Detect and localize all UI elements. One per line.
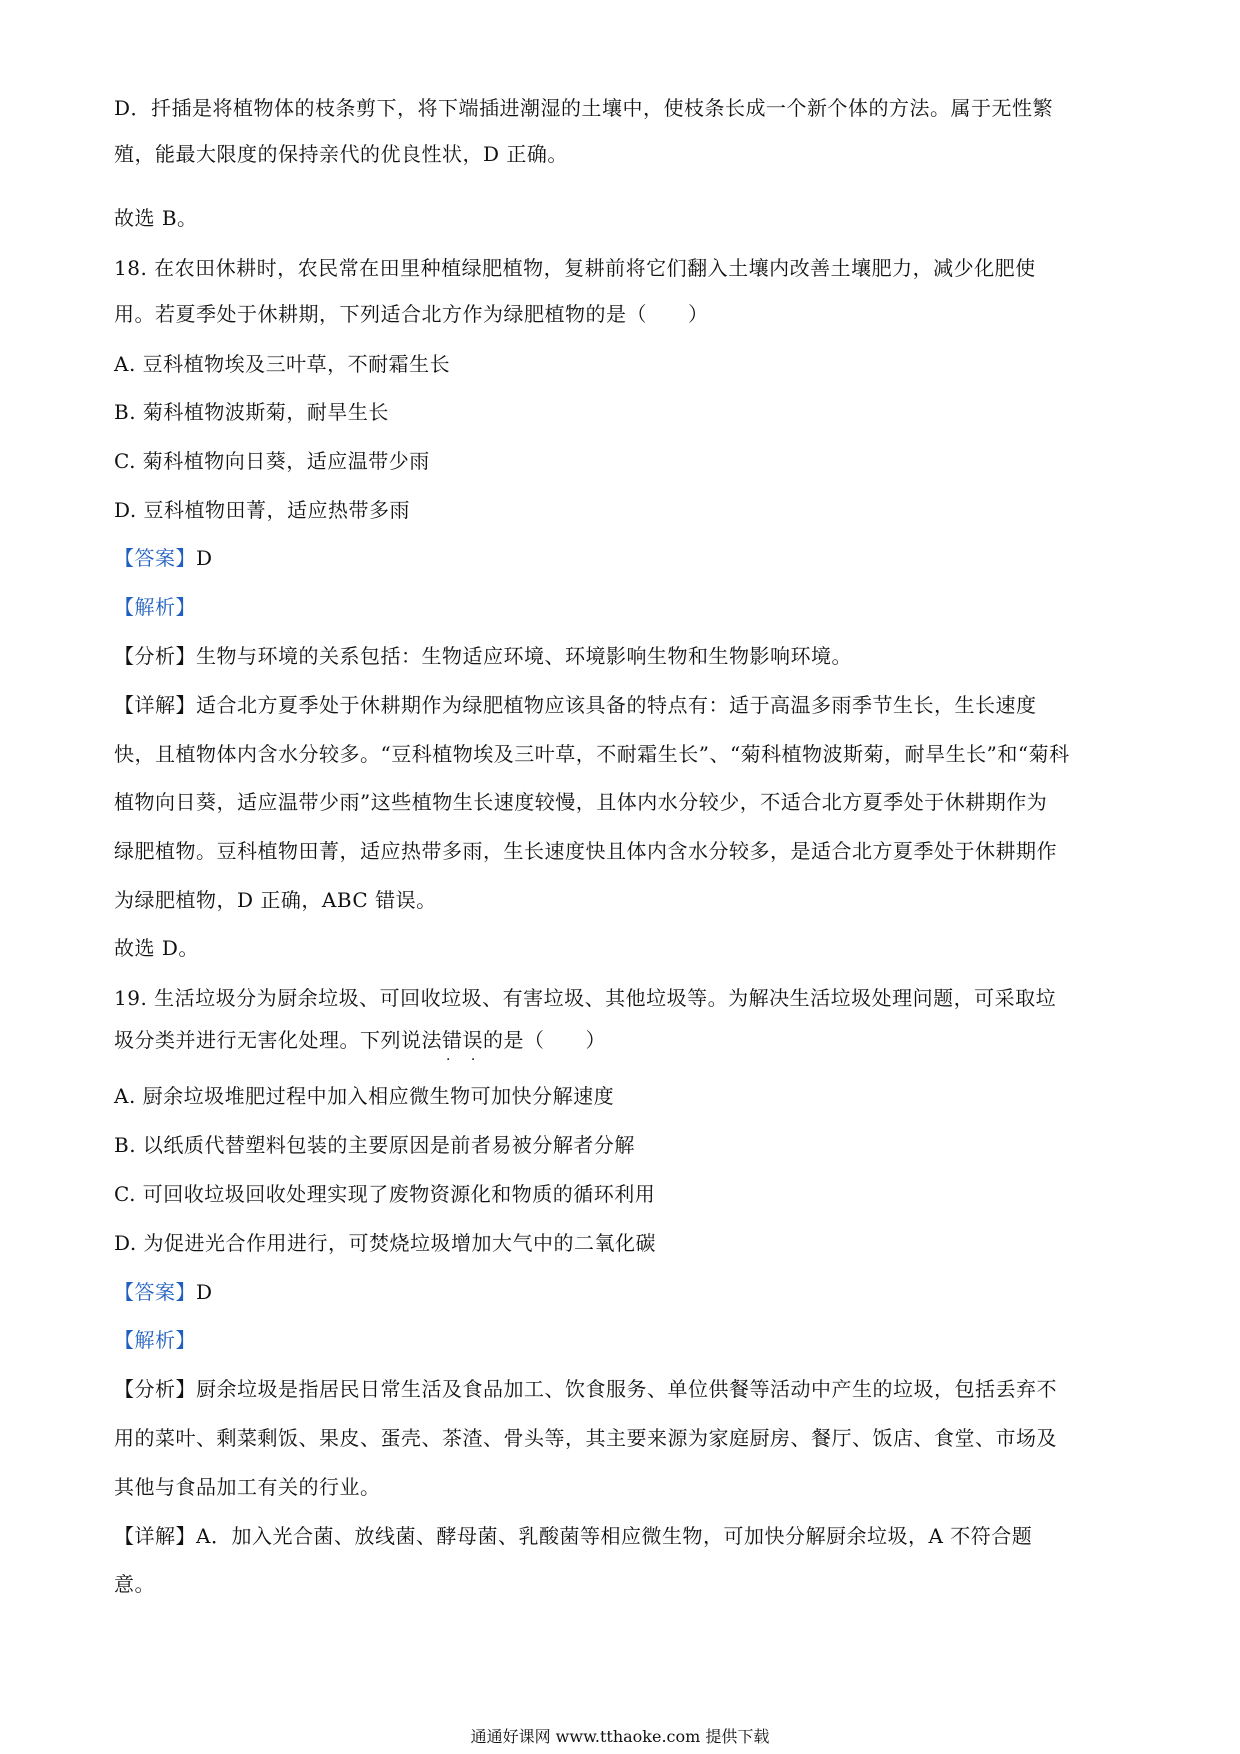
detail-text: 适合北方夏季处于休耕期作为绿肥植物应该具备的特点有：适于高温多雨季节生长，生长速度 <box>196 693 1037 717</box>
question-19-option-d: D. 为促进光合作用进行，可焚烧垃圾增加大气中的二氧化碳 <box>114 1231 657 1255</box>
detail-19 <box>114 1522 1032 1550</box>
detail-label: 【详解】 <box>114 1524 196 1548</box>
detail-label: 【详解】 <box>114 693 196 717</box>
stem-text: 圾分类并进行无害化处理。下列说法 <box>114 1028 442 1052</box>
text-line: 故选 B。 <box>114 206 198 230</box>
stem-text: 的是（ ） <box>483 1028 606 1052</box>
question-18-stem: 18. 在农田休耕时，农民常在田里种植绿肥植物，复耕前将它们翻入土壤内改善土壤肥力，减少化肥使 <box>114 256 1036 280</box>
text-line: 其他与食品加工有关的行业。 <box>114 1475 381 1499</box>
explanation-19-label: 【解析】 <box>114 1328 196 1352</box>
text-line: 为绿肥植物，D 正确，ABC 错误。 <box>114 888 437 912</box>
emphasis-text: 错误 · · <box>442 1028 483 1052</box>
detail-text: A．加入光合菌、放线菌、酵母菌、乳酸菌等相应微生物，可加快分解厨余垃圾，A 不符合题 <box>196 1524 1033 1548</box>
answer-18 <box>114 544 213 572</box>
analysis-19 <box>114 1375 1057 1403</box>
answer-label: 【答案】 <box>114 546 196 570</box>
text-line: 意。 <box>114 1572 155 1596</box>
text-line: 殖，能最大限度的保持亲代的优良性状，D 正确。 <box>114 142 568 166</box>
question-18-option-a: A. 豆科植物埃及三叶草，不耐霜生长 <box>114 352 451 376</box>
answer-19 <box>114 1278 213 1306</box>
explanation-18-label: 【解析】 <box>114 595 196 619</box>
text-line: 快，且植物体内含水分较多。“豆科植物埃及三叶草，不耐霜生长”、“菊科植物波斯菊，耐旱生长”和“菊科 <box>114 742 1070 766</box>
answer-value: D <box>196 1280 213 1304</box>
question-18-option-b: B. 菊科植物波斯菊，耐旱生长 <box>114 400 389 424</box>
question-19-stem <box>114 1026 606 1054</box>
question-19-stem: 19. 生活垃圾分为厨余垃圾、可回收垃圾、有害垃圾、其他垃圾等。为解决生活垃圾处理问题，可采取垃 <box>114 986 1057 1010</box>
question-19-option-c: C. 可回收垃圾回收处理实现了废物资源化和物质的循环利用 <box>114 1182 656 1206</box>
answer-label: 【答案】 <box>114 1280 196 1304</box>
question-19-option-b: B. 以纸质代替塑料包装的主要原因是前者易被分解者分解 <box>114 1133 635 1157</box>
analysis-label: 【分析】 <box>114 1377 196 1401</box>
answer-value: D <box>196 546 213 570</box>
analysis-18 <box>114 642 852 670</box>
text-line: 绿肥植物。豆科植物田菁，适应热带多雨，生长速度快且体内含水分较多，是适合北方夏季处于休耕期作 <box>114 839 1057 863</box>
question-18-stem: 用。若夏季处于休耕期，下列适合北方作为绿肥植物的是（ ） <box>114 302 709 326</box>
detail-18 <box>114 691 1037 719</box>
question-18-option-c: C. 菊科植物向日葵，适应温带少雨 <box>114 449 430 473</box>
text-line: 植物向日葵，适应温带少雨”这些植物生长速度较慢，且体内水分较少，不适合北方夏季处于休耕期作为 <box>114 790 1048 814</box>
text-line: 故选 D。 <box>114 936 199 960</box>
page-footer: 通通好课网 www.tthaoke.com 提供下载 <box>470 1727 770 1746</box>
analysis-text: 生物与环境的关系包括：生物适应环境、环境影响生物和生物影响环境。 <box>196 644 852 668</box>
question-18-option-d: D. 豆科植物田菁，适应热带多雨 <box>114 498 411 522</box>
text-line: D．扦插是将植物体的枝条剪下，将下端插进潮湿的土壤中，使枝条长成一个新个体的方法。属于无性繁 <box>114 96 1054 120</box>
analysis-text: 厨余垃圾是指居民日常生活及食品加工、饮食服务、单位供餐等活动中产生的垃圾，包括丢弃不 <box>196 1377 1057 1401</box>
analysis-label: 【分析】 <box>114 644 196 668</box>
text-line: 用的菜叶、剩菜剩饭、果皮、蛋壳、茶渣、骨头等，其主要来源为家庭厨房、餐厅、饭店、食堂、市场及 <box>114 1426 1057 1450</box>
question-19-option-a: A. 厨余垃圾堆肥过程中加入相应微生物可加快分解速度 <box>114 1084 615 1108</box>
